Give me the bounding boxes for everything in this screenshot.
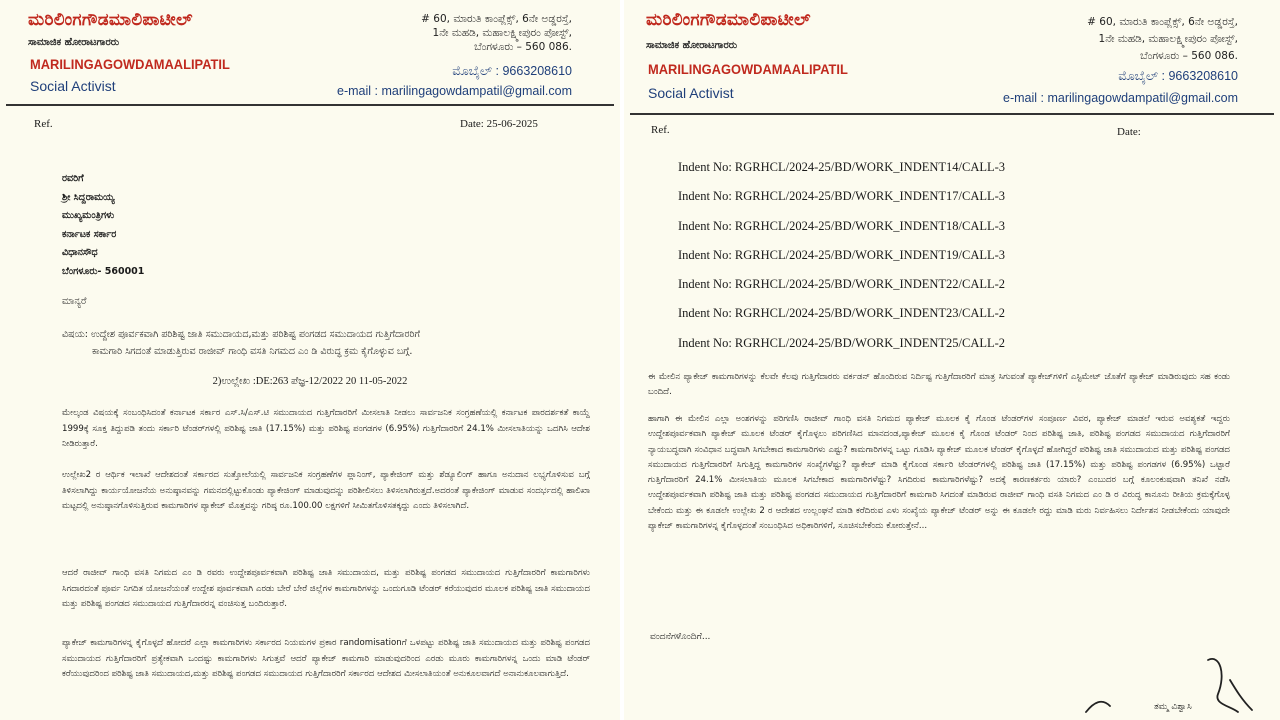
closing-text: ವಂದನೆಗಳೊಂದಿಗೆ... (650, 632, 711, 642)
body-paragraph: ಈ ಮೇಲಿನ ಪ್ಯಾಕೇಜ್ ಕಾಮಗಾರಿಗಳನ್ನು ಕೆಲವೇ ಕೆಲವು ಗುತ್ತಿಗೆದಾರರು ವರ್ಕಡನ್ ಹೊಂದಿರುವ ನಿರ್ದಿಷ್ಟ ಗುತ್ತಿಗೆದಾರರಿಗೆ ಮಾತ್ರ ಸಿಗುವಂತೆ ಪ್ಯಾಕೇಜ್‌ಗಳಿಗೆ ಎಸ್ಟಿಮೇಟ್ ಜೊತೆಗೆ ಪ್ಯಾಕೇಜ್ ಮಾಡಿರುವುದು ಸಹ ಕಂಡು ಬಂದಿದೆ. (648, 372, 1230, 398)
email-address: e-mail : marilingagowdampatil@gmail.com (1003, 91, 1238, 105)
indent-number: Indent No: RGRHCL/2024-25/BD/WORK_INDENT18/CALL-3 (678, 218, 1006, 233)
letterhead (0, 0, 620, 104)
address-block (421, 12, 572, 54)
header-divider (630, 113, 1274, 115)
recipient-line: ರವರಿಗೆ (62, 173, 84, 184)
name-english: MARILINGAGOWDAMAALIPATIL (30, 56, 230, 72)
tagline-kannada: ಸಾಮಾಜಿಕ ಹೋರಾಟಗಾರರು (28, 37, 120, 48)
ref-label: Ref. (651, 124, 670, 136)
recipient-line: ಮುಖ್ಯಮಂತ್ರಿಗಳು (62, 210, 115, 221)
address-line: 1ನೇ ಮಹಡಿ, ಮಹಾಲಕ್ಷ್ಮೀಪುರಂ ಪೋಸ್ಟ್, (1098, 33, 1238, 45)
brand-name-kannada: ಮರಿಲಿಂಗಗೌಡಮಾಲಿಪಾಟೀಲ್ (646, 10, 811, 30)
indent-number: Indent No: RGRHCL/2024-25/BD/WORK_INDENT23/CALL-2 (678, 306, 1006, 321)
recipient-line: ಬೆಂಗಳೂರು- 560001 (62, 265, 145, 277)
email-address: e-mail : marilingagowdampatil@gmail.com (337, 84, 572, 98)
letter-page-1 (0, 0, 620, 720)
subject (62, 326, 582, 360)
brand-name-kannada: ಮರಿಲಿಂಗಗೌಡಮಾಲಿಪಾಟೀಲ್ (28, 10, 193, 30)
mobile-number: ಮೊಬೈಲ್ : 9663208610 (452, 64, 572, 78)
recipient-address (62, 170, 144, 281)
letterhead (624, 0, 1280, 112)
role-english: Social Activist (648, 85, 734, 101)
header-divider (6, 104, 614, 106)
ref-label: Ref. (34, 118, 53, 130)
letter-date: Date: (1117, 126, 1141, 138)
address-line: 1ನೇ ಮಹಡಿ, ಮಹಾಲಕ್ಷ್ಮೀಪುರಂ ಪೋಸ್ಟ್, (432, 27, 572, 39)
recipient-line: ಶ್ರೀ ಸಿದ್ದರಾಮಯ್ಯ (62, 191, 115, 203)
body-paragraph: ಆದರೆ ರಾಜೀವ್ ಗಾಂಧಿ ವಸತಿ ನಿಗಮದ ಎಂ ಡಿ ರವರು ಉದ್ದೇಶಪೂರ್ವಕವಾಗಿ ಪರಿಶಿಷ್ಟ ಜಾತಿ ಸಮುದಾಯದ, ಮತ್ತು ಪರಿಶಿಷ್ಟ ಪಂಗಡದ ಸಮುದಾಯದ ಗುತ್ತಿಗೆದಾರರಿಗೆ ಕಾಮಗಾರಿಗಳು ಸಿಗದಾರದಂತೆ ಪೂರ್ವ ನಿಗದಿತ ಯೋಜನೆಯಂತೆ ಉದ್ದೇಶ ಪೂರ್ವಕವಾಗಿ ಎರಡು ಬೇರೆ ಬೇರೆ ಜಿಲ್ಲೆಗಳ ಕಾಮಗಾರಿಗಳನ್ನು ಒಂದುಗೂಡಿ ಟೆಂಡರ್ ಕರೆಯುವುದರ ಮೂಲಕ ಪರಿಶಿಷ್ಟ ಜಾತಿ ಸಮುದಾಯದ ಮತ್ತು ಪರಿಶಿಷ್ಟ ಪಂಗಡದ ಸಮುದಾಯದ ಗುತ್ತಿಗೆದಾರರನ್ನ ವಂಚಿಸುತ್ತ ಬಂದಿರುತ್ತಾರೆ. (62, 568, 590, 610)
body-paragraph: ಉಲ್ಲೇಖ2 ರ ಆರ್ಥಿಕ ಇಲಾಖೆ ಆದೇಶದಂತೆ ಸರ್ಕಾರದ ಸುತ್ತೋಲೆಯಲ್ಲಿ ಸಾರ್ವಜನಿಕ ಸಂಗ್ರಹಣೆಗಳ ಪ್ಲಾನಿಂಗ್, ಪ್ಯಾಕೇಜಿಂಗ್ ಮತ್ತು ಶೆಡ್ಯೂಲಿಂಗ್ ಹಾಗೂ ಅನುದಾನ ಲಭ್ಯಗೊಳಿಸುವ ಬಗ್ಗೆ ತಿಳಿಸಲಾಗಿದ್ದು ಕಾರ್ಯಯೋಜನೆಯ ಅನುಷ್ಠಾನವನ್ನು ಗಮನದಲ್ಲಿಟ್ಟುಕೊಂಡು ಪ್ಯಾಕೇಜಿಂಗ್ ಮಾಡುವುದನ್ನು ಪರಿಶೀಲಿಸಲು ತಿಳಿಸಲಾಗಿರುತ್ತದೆ.ಅದರಂತೆ ಪ್ಯಾಕೇಜಿಂಗ್ ಮಾಡುವ ಸಂದರ್ಭದಲ್ಲಿ ಹಾಲಿಖಾ ಮಟ್ಟದಲ್ಲಿ ಅನುಷ್ಠಾನಗೊಳಿಸುತ್ತಿರುವ ಕಾಮಗಾರಿಗಳ ಪ್ಯಾಕೇಜ್ ಮೊತ್ತವನ್ನು ಗರಿಷ್ಠ ರೂ.100.00 ಲಕ್ಷಗಳಿಗೆ ಸೀಮಿತಗೊಳಿಸತಕ್ಕದ್ದು ಎಂದು ತಿಳಿಸಲಾಗಿದೆ. (62, 470, 590, 512)
letter-date: Date: 25-06-2025 (460, 118, 538, 130)
indent-number: Indent No: RGRHCL/2024-25/BD/WORK_INDENT25/CALL-2 (678, 335, 1006, 350)
indent-number: Indent No: RGRHCL/2024-25/BD/WORK_INDENT14/CALL-3 (678, 160, 1006, 174)
address-line: # 60, ಮಾರುತಿ ಕಾಂಪ್ಲೆಕ್ಸ್, 6ನೇ ಅಡ್ಡರಸ್ತೆ, (1087, 16, 1238, 28)
indent-list (678, 160, 1005, 365)
address-line: ಬೆಂಗಳೂರು – 560 086. (474, 41, 572, 53)
subject-line: ಕಾಮಗಾರಿ ಸಿಗದಂತೆ ಮಾಡುತ್ತಿರುವ ರಾಜೀವ್ ಗಾಂಧಿ ವಸತಿ ನಿಗಮದ ಎಂ ಡಿ ವಿರುದ್ಧ ಕ್ರಮ ಕೈಗೊಳ್ಳುವ ಬಗ್ಗೆ. (92, 346, 413, 357)
name-english: MARILINGAGOWDAMAALIPATIL (648, 61, 848, 77)
body-paragraph: ಹಾಗಾಗಿ ಈ ಮೇಲಿನ ಎಲ್ಲಾ ಅಂಶಗಳನ್ನು ಪರಿಗಣಿಸಿ ರಾಜೀವ್ ಗಾಂಧಿ ವಸತಿ ನಿಗಮದ ಪ್ಯಾಕೇಜ್ ಮೂಲಕ ಕೈ ಗೊಂಡ ಟೆಂಡರ್‌ಗಳ ಸಂಪೂರ್ಣ ವಿವರ, ಪ್ಯಾಕೇಜ್ ಮಾಡಲೆ ಇರುವ ಅವಶ್ಯಕತೆ ಇದ್ದರು ಉದ್ದೇಶಪೂರ್ವಕವಾಗಿ ಪ್ಯಾಕೇಜ್ ಮೂಲಕ ಟೆಂಡರ್ ಕೈಗೊಳ್ಳಲು ಪರಿಗಣಿಸಿದ ಮಾನದಂಡ,ಪ್ಯಾಕೇಜ್ ಮೂಲಕ ಕೈ ಗೊಂಡ ಟೆಂಡರ್ ನಿಂದ ಪರಿಶಿಷ್ಟ ಜಾತಿ, ಪರಿಶಿಷ್ಟ ಪಂಗಡದ ಸಮುದಾಯದ ಗುತ್ತಿಗೆದಾರರಿಗೆ ನ್ಯಾಯಬದ್ಧವಾಗಿ ಸಂವಿಧಾನ ಬದ್ಧವಾಗಿ ಸಿಗಬೇಕಾದ ಕಾಮಗಾರಿಗಳು ಎಷ್ಟು? ಕಾಮಗಾರಿಗಳನ್ನ ಒಟ್ಟು ಗೂಡಿಸಿ ಪ್ಯಾಕೇಜ್ ಮೂಲಕ ಟೆಂಡರ್ ಕೈಗೊಳ್ಳದೆ ಹೋಗಿದ್ದರೆ ಪರಿಶಿಷ್ಟ ಜಾತಿ ಸಮುದಾಯದ ಮತ್ತು ಪರಿಶಿಷ್ಟ ಪಂಗಡದ ಸಮುದಾಯದ ಗುತ್ತಿಗೆದಾರರಿಗೆ ಸಿಗುತ್ತಿದ್ದ ಕಾಮಗಾರಿಗಳ ಸಂಖ್ಯೆಗಳೆಷ್ಟು? ಪ್ಯಾಕೇಜ್ ಮಾಡಿ ಕೈಗೊಂಡ ಸರ್ಕಾರಿ ಟೆಂಡರ್‌ಗಳಲ್ಲಿ ಪರಿಶಿಷ್ಟ ಜಾತಿ (17.15%) ಮತ್ತು ಪರಿಶಿಷ್ಟ ಪಂಗಡಗಳ (6.95%) ಒಟ್ಟಾರೆ ಗುತ್ತಿಗೆದಾರರಿಗೆ 24.1% ಮೀಸಲಾತಿಯ ಮೂಲಕ ಸಿಗಬೇಕಾದ ಕಾಮಗಾರಿಗಳೆಷ್ಟು? ಸಿಗದಿರುವ ಕಾಮಗಾರಿಗಳೆಷ್ಟು? ಅದಕ್ಕೆ ಕಾರಣಕರ್ತರು ಯಾರು? ಎಂಬುದರ ಬಗ್ಗೆ ಕೂಲಂಕುಷವಾಗಿ ತನಿಖೆ ನಡೆಸಿ ಉದ್ದೇಶಪೂರ್ವಕವಾಗಿ ಪರಿಶಿಷ್ಟ ಜಾತಿ ಮತ್ತು ಪರಿಶಿಷ್ಟ ಪಂಗಡದ ಸಮುದಾಯದ ಗುತ್ತಿಗೆದಾರರಿಗೆ ಕಾಮಗಾರಿ ಸಿಗದಂತೆ ಮಾಡಿರುವ ರಾಜೀವ್ ಗಾಂಧಿ ವಸತಿ ನಿಗಮದ ಎಂ ಡಿ ರ ವಿರುದ್ಧ ಕಾನೂನು ರೀತಿಯ ಕ್ರಮಕ್ಕೆಗೊಳ್ಳ ಬೇಕೆಂದು ಮತ್ತು ಈ ಕೂಡಲೇ ಉಲ್ಲೇಖ 2 ರ ಆದೇಶದ ಉಲ್ಲಂಘನೆ ಮಾಡಿ ಕರೆದಿರುವ ಎಳು ಸಂಖ್ಯೆಯ ಪ್ಯಾಕೇಜ್ ಟೆಂಡರ್ ಅನ್ನು ಈ ಕೂಡಲೇ ರದ್ದು ಮಾಡಿ ಮರು ನಿರ್ವಹಿಸಲು ನಿರ್ದೇಶನ ನೀಡಬೇಕೆಂದು ಯಾವುದೇ ಪ್ಯಾಕೇಜ್ ಕಾಮಗಾರಿಗಳನ್ನ ಕೈಗೊಳ್ಳದಂತೆ ಸಂಬಂಧಿಸಿದ ಅಧಿಕಾರಿಗಳಿಗೆ, ಸೂಚಿಸಬೇಕೆಂದು ಕೋರುತ್ತೇನೆ... (648, 414, 1230, 532)
indent-number: Indent No: RGRHCL/2024-25/BD/WORK_INDENT22/CALL-2 (678, 277, 1006, 292)
body-paragraph: ಮೇಲ್ಕಂಡ ವಿಷಯಕ್ಕೆ ಸಂಬಂಧಿಸಿದಂತೆ ಕರ್ನಾಟಕ ಸರ್ಕಾರ ಎಸ್.ಸಿ/ಎಸ್.ಟಿ ಸಮುದಾಯದ ಗುತ್ತಿಗೆದಾರರಿಗೆ ಮೀಸಲಾತಿ ನೀಡಲು ಸಾರ್ವಜನಿಕ ಸಂಗ್ರಹಣೆಯಲ್ಲಿ ಕರ್ನಾಟಕ ಪಾರದರ್ಶಕತೆ ಕಾಯ್ದೆ 1999ಕ್ಕೆ ಸೂಕ್ತ ತಿದ್ದುಪಡಿ ತಂದು ಸರ್ಕಾರಿ ಟೆಂಡರ್‌ಗಳಲ್ಲಿ ಪರಿಶಿಷ್ಟ ಜಾತಿ (17.15%) ಮತ್ತು ಪರಿಶಿಷ್ಟ ಪಂಗಡಗಳ (6.95%) ಗುತ್ತಿಗೆದಾರರಿಗೆ 24.1% ಮೀಸಲಾತಿಯನ್ನು ಒದಗಿಸಿ ಆದೇಶ ನೀಡಿರುತ್ತಾರೆ. (62, 408, 590, 450)
sign-off-text: ತಮ್ಮ ವಿಶ್ವಾಸಿ (1154, 702, 1192, 712)
address-line: # 60, ಮಾರುತಿ ಕಾಂಪ್ಲೆಕ್ಸ್, 6ನೇ ಅಡ್ಡರಸ್ತೆ, (421, 13, 572, 25)
reference-line: 2)ಉಲ್ಲೇಖ :DE:263 ಪೆಜ್ಞ-12/2022 20 11-05-2022 (212, 376, 408, 387)
indent-number: Indent No: RGRHCL/2024-25/BD/WORK_INDENT17/CALL-3 (678, 189, 1006, 204)
tagline-kannada: ಸಾಮಾಜಿಕ ಹೋರಾಟಗಾರರು (646, 40, 738, 51)
address-block (1087, 14, 1238, 65)
recipient-line: ಕರ್ನಾಟಕ ಸರ್ಕಾರ (62, 228, 117, 240)
body-paragraph: ಪ್ಯಾಕೇಜ್ ಕಾಮಗಾರಿಗಳನ್ನ ಕೈಗೊಳ್ಳದೆ ಹೋದರೆ ಎಲ್ಲಾ ಕಾಮಗಾರಿಗಳು ಸರ್ಕಾರದ ನಿಯಮಗಳ ಪ್ರಕಾರ randomisationಗೆ ಒಳಪಟ್ಟು ಪರಿಶಿಷ್ಟ ಜಾತಿ ಸಮುದಾಯದ ಮತ್ತು ಪರಿಶಿಷ್ಟ ಪಂಗಡದ ಸಮುದಾಯದ ಗುತ್ತಿಗೆದಾರರಿಗೆ ಪ್ರತ್ಯೇಕವಾಗಿ ಒಂದಷ್ಟು ಕಾಮಗಾರಿಗಳು ಸಿಗುತ್ತವೆ ಆದರೆ ಪ್ಯಾಕೇಜ್ ಕಾಮಗಾರಿ ಮಾಡುವುದರಿಂದ ಎರಡು ಮೂರು ಕಾಮಗಾರಿಗಳನ್ನ ಒಂದು ಮಾಡಿ ಟೆಂಡರ್ ಕರೆಯುವುದರಿಂದ ಪರಿಶಿಷ್ಟ ಜಾತಿ ಸಮುದಾಯದ,ಮತ್ತು ಪರಿಶಿಷ್ಟ ಪಂಗಡದ ಸಮುದಾಯದ ಗುತ್ತಿಗೆದಾರರಿಗೆ ಸರ್ಕಾರದ ಆದೇಶದ ಮೀಸಲಾತಿಯಂತೆ ಅನುಕೂಲವಾಗದೆ ಅನಾನುಕೂಲವಾಗುತ್ತಿದೆ. (62, 638, 590, 680)
recipient-line: ವಿಧಾನಸೌಧ (62, 247, 98, 258)
indent-number: Indent No: RGRHCL/2024-25/BD/WORK_INDENT19/CALL-3 (678, 247, 1006, 262)
salutation: ಮಾನ್ಯರೆ (62, 296, 87, 307)
role-english: Social Activist (30, 78, 116, 94)
subject-line: ವಿಷಯ: ಉದ್ದೇಶ ಪೂರ್ವಕವಾಗಿ ಪರಿಶಿಷ್ಟ ಜಾತಿ ಸಮುದಾಯದ,ಮತ್ತು ಪರಿಶಿಷ್ಟ ಪಂಗಡದ ಸಮುದಾಯದ ಗುತ್ತಿಗೆದಾರರಿಗೆ (62, 329, 421, 340)
address-line: ಬೆಂಗಳೂರು – 560 086. (1140, 50, 1238, 62)
mobile-number: ಮೊಬೈಲ್ : 9663208610 (1118, 69, 1238, 83)
